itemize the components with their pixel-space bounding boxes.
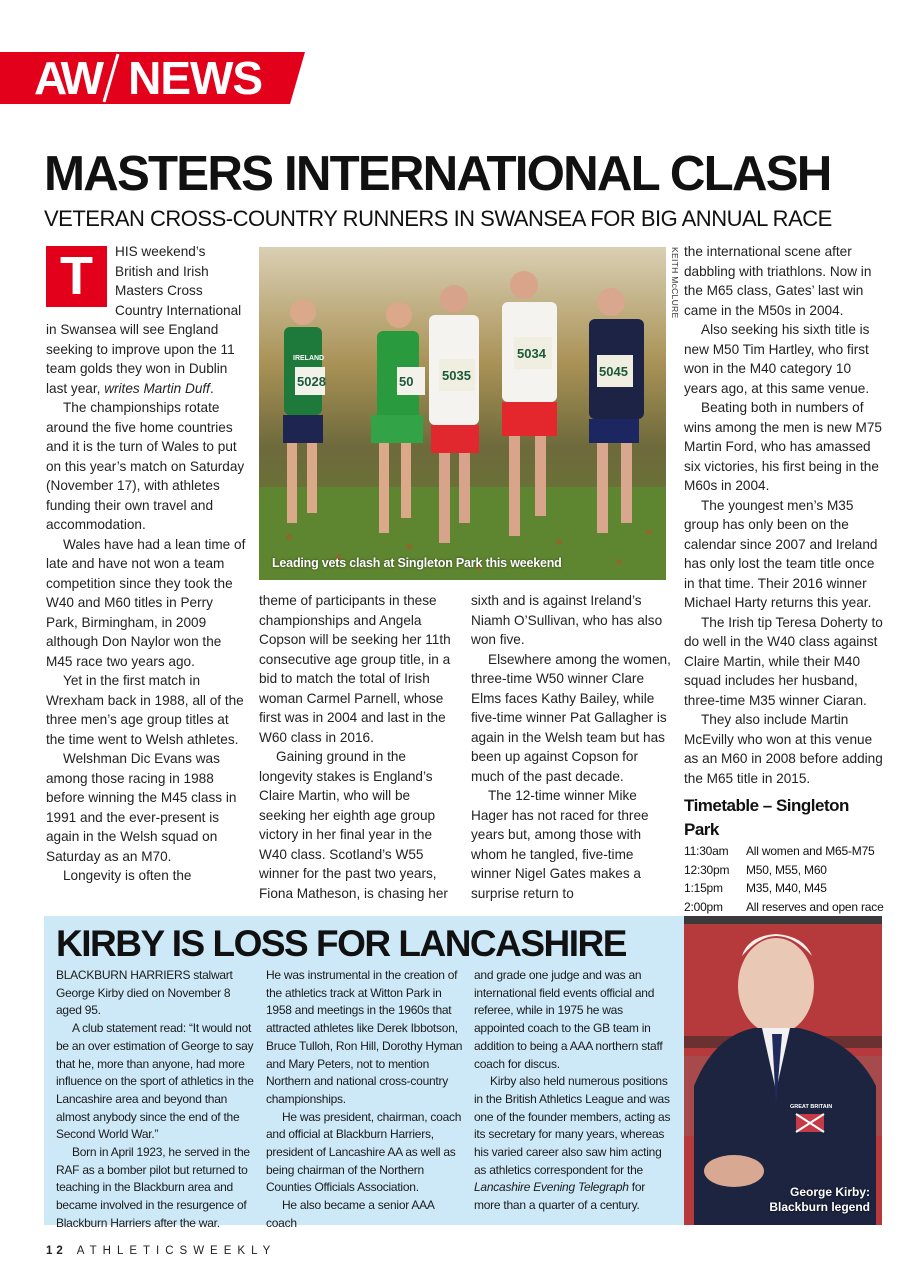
paragraph: A club statement read: “It would not be an over estimation of George to say that he, more than anyone, had more influence on the sport of athletics in the Lancashire area and beyond than almost anybody since the end of the Second World War.” [56, 1021, 254, 1142]
lead-text: HIS weekend’s British and Irish Masters Cross Country International in Swansea will see England seeking to improve upon the 11 team golds they won in Dublin last year, [46, 244, 242, 396]
paragraph: theme of participants in these championships and Angela Copson will be seeking her 11th consecutive age group title, in a bid to match the total of Irish woman Carmel Parnell, whose first was in 2004 and last in the W60 class in 2016. [259, 593, 451, 745]
paragraph: sixth and is against Ireland’s Niamh O’Sullivan, who has also won five. [471, 593, 663, 647]
paragraph-tail: for more than a quarter of a century. [474, 1180, 646, 1213]
timetable-time: 12:30pm [684, 862, 730, 877]
photo-credit: KEITH McCLURE [670, 247, 680, 319]
timetable-time: 2:00pm [684, 899, 723, 914]
paragraph: Also seeking his sixth title is new M50 Tim Hartley, who first won in the M40 category 10 years ago, at this same venue. [684, 322, 870, 396]
paragraph-text: Kirby also held numerous positions in the British Athletics League and was one of the founder members, acting as its secretary for many years, whereas his varied career also saw him acting as athletics correspondent for the [474, 1074, 671, 1177]
paragraph: Yet in the first match in Wrexham back in 1988, all of the three men’s age group titles at the time went to Welsh athletes. [46, 673, 244, 747]
timetable-row [684, 879, 884, 898]
race-photo [259, 247, 666, 580]
obituary-column-1 [56, 967, 256, 1233]
obituary-headline: KIRBY IS LOSS FOR LANCASHIRE [56, 923, 626, 964]
portrait-illustration [684, 916, 882, 1225]
paragraph: The Irish tip Teresa Doherty to do well in the W40 class against Claire Martin, while their M40 squad includes her husband, three-time M35 winner Ciaran. [684, 614, 883, 708]
caption-line-1: George Kirby: [789, 1185, 870, 1199]
paragraph: Elsewhere among the women, three-time W50 winner Clare Elms faces Kathy Bailey, while five-time winner Pat Gallagher is again in the Welsh team but has been up against Copson for much of the past decade. [471, 651, 671, 784]
paragraph: He was president, chairman, coach and official at Blackburn Harriers, president of Lancashire AA as well as being chairman of the Northern Counties Officials Association. [266, 1109, 462, 1195]
timetable-events: M35, M40, M45 [746, 881, 827, 895]
bib-5035: 5035 [442, 368, 471, 383]
paragraph: Welshman Dic Evans was among those racing in 1988 before winning the M45 class in 1991 and the ever-present is again in the Welsh squad on Saturday as an M70. [46, 751, 237, 864]
paragraph: Longevity is often the [63, 868, 192, 883]
paragraph: Born in April 1923, he served in the RAF as a bomber pilot but returned to teaching in the Blackburn area and became involved in the resurgence of Blackburn Harriers after the war. [56, 1145, 250, 1230]
page-number: 12 [46, 1245, 67, 1257]
paragraph: The 12-time winner Mike Hager has not raced for three years but, among those with whom he tangled, five-time winner Nigel Gates makes a surprise return to [471, 788, 649, 901]
publication-name: Lancashire Evening Telegraph [474, 1180, 629, 1195]
article-column-2 [259, 591, 459, 903]
runners-illustration [259, 247, 666, 580]
drop-cap: T [46, 246, 107, 307]
badge-text: GREAT BRITAIN [790, 1104, 833, 1110]
paragraph: Gaining ground in the longevity stakes is England’s Claire Martin, who will be seeking her eighth age group victory in her final year in the W40 class. Scotland’s W55 winner for the past two years, Fiona Matheson, is chasing her [259, 749, 448, 901]
section-label [34, 54, 262, 102]
timetable-events: All women and M65-M75 [746, 844, 875, 858]
bib-5034: 5034 [517, 346, 546, 361]
obituary-column-3 [474, 967, 674, 1215]
paragraph: Wales have had a lean time of late and have not won a team competition since they took the W40 and M60 titles in Perry Park, Birmingham, in 2009 although Don Naylor won the M45 race two years ago. [46, 536, 246, 669]
section-banner [0, 52, 305, 104]
timetable-title: Timetable – Singleton Park [684, 796, 849, 839]
bib-50a: 50 [399, 374, 414, 389]
paragraph: He also became a senior AAA coach [266, 1198, 435, 1230]
photo-caption: Leading vets clash at Singleton Park this weekend [272, 556, 562, 570]
obituary-column-2 [266, 967, 466, 1233]
timetable-row [684, 898, 884, 917]
byline: writes Martin Duff [104, 380, 210, 396]
paragraph: and grade one judge and was an international field events official and referee, while in 1975 he was appointed coach to the GB team in addition to being a AAA northern staff coach for discus. [474, 968, 663, 1071]
lead-paragraph: HIS weekend’s British and Irish Masters Cross Country International in Swansea will see England seeking to improve upon the 11 team golds they won in Dublin last year, writes Martin Duff. [46, 244, 242, 396]
article-column-4 [684, 242, 884, 916]
paragraph: BLACKBURN HARRIERS stalwart George Kirby died on November 8 aged 95. [56, 968, 233, 1018]
paragraph: Beating both in numbers of wins among the men is new M75 Martin Ford, who has amassed six victories, his first being in the M60s in 2004. [684, 400, 882, 493]
portrait-caption [760, 1185, 870, 1215]
timetable-events: M50, M55, M60 [746, 862, 827, 877]
caption-line-2: Blackburn legend [769, 1200, 870, 1214]
timetable-time: 1:15pm [684, 881, 723, 895]
article-column-3 [471, 591, 671, 903]
paragraph: The youngest men’s M35 group has only been on the calendar since 2007 and Ireland has only lost the team title once in that time. Their 2016 winner Michael Harty returns this year. [684, 497, 878, 610]
article-headline: MASTERS INTERNATIONAL CLASH [44, 147, 831, 201]
paragraph: The championships rotate around the five home countries and it is the turn of Wales to put on this year’s match on Saturday (November 17), with athletes funding their own travel and accommodation. [46, 400, 245, 532]
paragraph: He was instrumental in the creation of the athletics track at Witton Park in 1958 and meetings in the 1960s that attracted athletes like Derek Ibbotson, Bruce Tulloh, Ron Hill, Dorothy Hyman and Mary Peters, not to mention Northern and national cross-country championships. [266, 968, 463, 1106]
paragraph: They also include Martin McEvilly who won at this venue as an M60 in 2008 before adding the M65 title in 2015. [684, 712, 883, 786]
article-subhead: VETERAN CROSS-COUNTRY RUNNERS IN SWANSEA FOR BIG ANNUAL RACE [44, 206, 832, 231]
timetable-events: All reserves and open race [746, 899, 884, 914]
aw-logo: AW [34, 52, 101, 104]
timetable-row [684, 861, 884, 880]
page-footer [46, 1245, 276, 1257]
paragraph: the international scene after dabbling with triathlons. Now in the M65 class, Gates’ last win came in the M50s in 2004. [684, 244, 872, 318]
portrait-photo [684, 916, 882, 1225]
timetable-time: 11:30am [684, 844, 729, 858]
bib-5028: 5028 [297, 374, 326, 389]
paragraph [474, 1073, 674, 1215]
news-label: NEWS [128, 52, 263, 104]
timetable-row [684, 842, 884, 861]
article-column-1 [46, 242, 246, 886]
vest-text: IRELAND [293, 355, 325, 362]
publication-title: ATHLETICSWEEKLY [76, 1245, 277, 1257]
bib-5045: 5045 [599, 364, 628, 379]
